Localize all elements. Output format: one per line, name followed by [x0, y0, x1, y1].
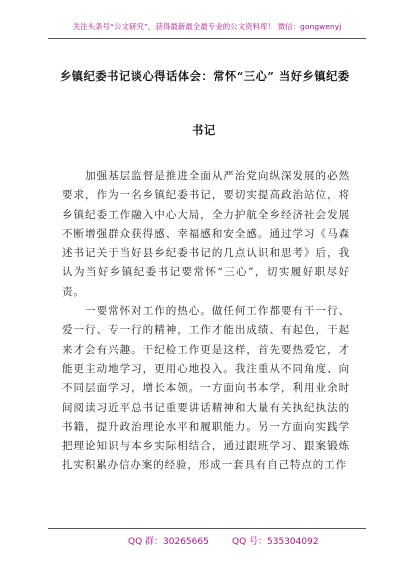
document-body [62, 167, 350, 476]
document-title: 乡镇纪委书记谈心得话体会：常怀“三心” 当好乡镇纪委 [60, 69, 350, 83]
page-header [48, 14, 366, 39]
body-paragraph: 一要常怀对工作的热心。做任何工作都要有干一行、爱一行、专一行的精神，工作才能出成绩、有起色，干起来才会有兴趣。干纪检工作更是这样，首先要热爱它，才能更主动地学习，更用心地投入。我注重从不同角度、向不同层面学习，增长本领。一方面向书本学，利用业余时间阅读习近平总书记重要讲话精神和大量有关执纪执法的书籍，提升政治理论水平和履职能力。另一方面向实践学把理论知识与本乡实际相结合，通过跟班学习、跟案锻炼扎实积累办信办案的经验，形成一套具有自己特点的工作 [62, 305, 350, 472]
footer-qq-group: QQ 群：30265665 [128, 537, 209, 547]
page-footer [48, 528, 366, 551]
header-promo-text: 关注头条号“公文研究”，获得最新最全最专业的公文资料库！ 微信：gongwenyj [72, 22, 342, 31]
document-title-continued: 书记 [192, 123, 216, 137]
body-paragraph: 加强基层监督是推进全面从严治党向纵深发展的必然要求，作为一名乡镇纪委书记，要切实提高政治站位，将乡镇纪委工作融入中心大局，全力护航全乡经济社会发展不断增强群众获得感、幸福感和安全感。通过学习《马森述书记关于当好县乡纪委书记的几点认识和思考》后，我认为当好乡镇纪委书记要常怀“三心”，切实履好职尽好责。 [62, 170, 350, 298]
footer-qq-number: QQ 号：535304092 [232, 537, 319, 547]
